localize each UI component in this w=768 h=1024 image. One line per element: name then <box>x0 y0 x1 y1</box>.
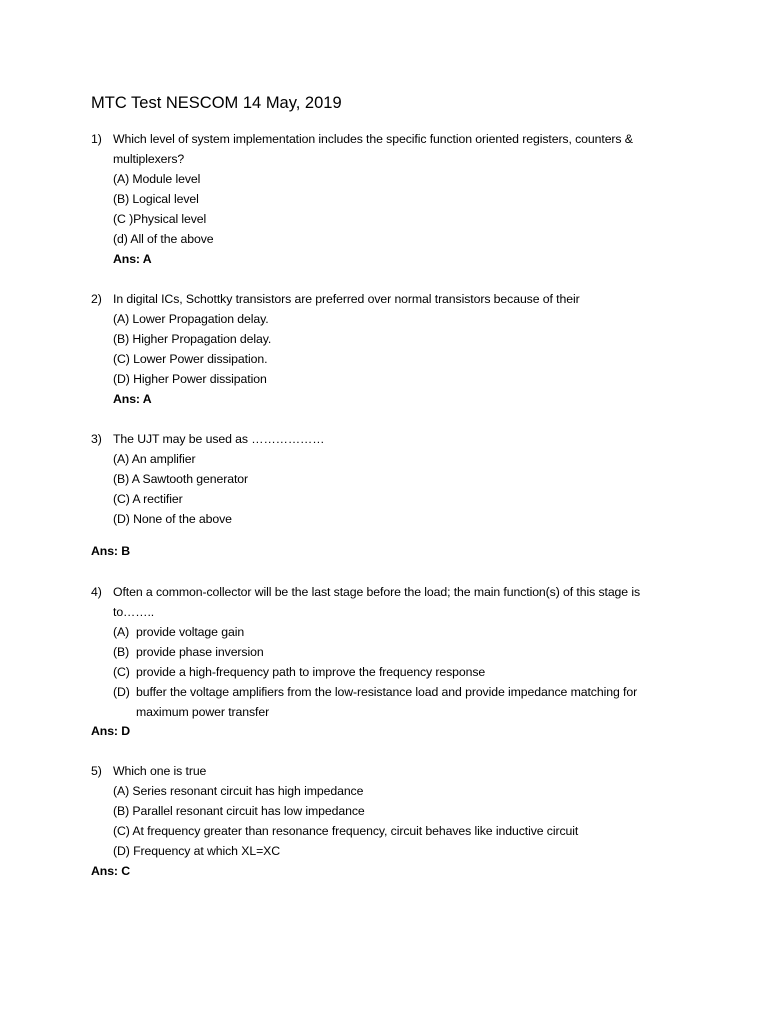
answer: Ans: A <box>113 252 152 266</box>
option-c: (C) A rectifier <box>113 492 183 506</box>
option-a: (A) Module level <box>113 172 201 186</box>
question-text: Which level of system implementation includes the specific function oriented registers, counters & <box>113 132 633 146</box>
question-number: 4) <box>91 585 102 599</box>
page-title: MTC Test NESCOM 14 May, 2019 <box>91 94 342 112</box>
option-d: (D) Frequency at which XL=XC <box>113 844 281 858</box>
question-text: The UJT may be used as ……………… <box>113 432 325 446</box>
option-c: (C) Lower Power dissipation. <box>113 352 268 366</box>
question-text-continued: multiplexers? <box>113 152 185 166</box>
option-a-text: provide voltage gain <box>136 625 245 639</box>
option-d-label: (D) <box>113 685 130 699</box>
question-text-continued: to…….. <box>113 605 155 619</box>
option-d-text: buffer the voltage amplifiers from the low-resistance load and provide impedance matching for <box>136 685 638 699</box>
option-d: (D) Higher Power dissipation <box>113 372 267 386</box>
question-text: Which one is true <box>113 764 207 778</box>
option-c-text: provide a high-frequency path to improve the frequency response <box>136 665 486 679</box>
answer: Ans: A <box>113 392 152 406</box>
option-a: (A) Series resonant circuit has high impedance <box>113 784 364 798</box>
question-number: 1) <box>91 132 102 146</box>
answer: Ans: C <box>91 864 131 878</box>
option-b: (B) Parallel resonant circuit has low impedance <box>113 804 365 818</box>
question-text: Often a common-collector will be the last stage before the load; the main function(s) of this stage is <box>113 585 641 599</box>
option-a-label: (A) <box>113 625 130 639</box>
option-b-text: provide phase inversion <box>136 645 264 659</box>
option-d: (D) None of the above <box>113 512 232 526</box>
option-c-label: (C) <box>113 665 130 679</box>
question-number: 2) <box>91 292 102 306</box>
answer: Ans: B <box>91 544 131 558</box>
option-b: (B) Logical level <box>113 192 199 206</box>
option-b: (B) Higher Propagation delay. <box>113 332 272 346</box>
option-a: (A) An amplifier <box>113 452 196 466</box>
question-number: 5) <box>91 764 102 778</box>
option-b: (B) A Sawtooth generator <box>113 472 248 486</box>
option-d-text-continued: maximum power transfer <box>136 705 270 719</box>
option-c: (C) At frequency greater than resonance frequency, circuit behaves like inductive circuit <box>113 824 579 838</box>
option-d: (d) All of the above <box>113 232 214 246</box>
question-number: 3) <box>91 432 102 446</box>
option-b-label: (B) <box>113 645 130 659</box>
option-c: (C )Physical level <box>113 212 207 226</box>
answer: Ans: D <box>91 724 131 738</box>
option-a: (A) Lower Propagation delay. <box>113 312 269 326</box>
question-text: In digital ICs, Schottky transistors are preferred over normal transistors because of their <box>113 292 580 306</box>
